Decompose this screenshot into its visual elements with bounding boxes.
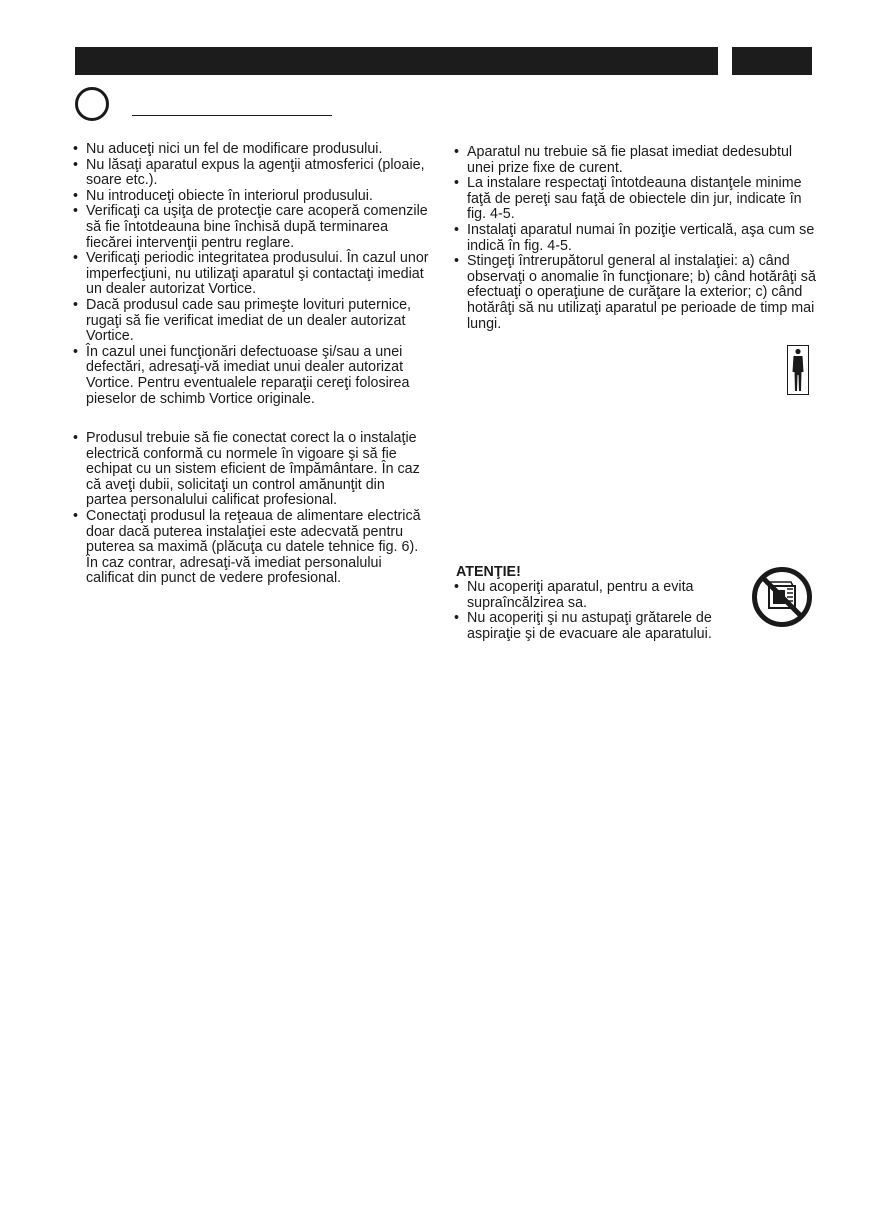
list-item: • Nu lăsaţi aparatul expus la agenţii atmosferici (ploaie, soare etc.). (73, 158, 429, 189)
list-item: • Nu introduceţi obiecte în interiorul produsului. (73, 189, 429, 205)
page-tab-bar (732, 47, 812, 75)
section-title-underline (132, 115, 332, 116)
safety-list-electrical (73, 431, 429, 587)
person-standing-icon (787, 345, 809, 395)
list-item: • Verificaţi periodic integritatea produsului. În cazul unor imperfecţiuni, nu utilizaţi aparatul şi contactaţi imediat un dealer autorizat Vortice. (73, 251, 429, 298)
safety-list-installation (454, 145, 816, 332)
list-item: • Produsul trebuie să fie conectat corect la o instalaţie electrică conformă cu normele în vigoare şi să fie echipat cu un sistem eficient de împământare. În caz că aveţi dubii, solicitaţi un control amănunţit din partea personalului calificat profesional. (73, 431, 429, 509)
warning-title: ATENŢIE! (456, 564, 521, 580)
list-item: • Verificaţi ca uşiţa de protecţie care acoperă comenzile să fie întotdeauna bine închisă după terminarea fiecărei intervenţii pentru reglare. (73, 204, 429, 251)
list-item: • Nu acoperiţi aparatul, pentru a evita supraîncălzirea sa. (454, 580, 744, 611)
safety-list-general (73, 142, 429, 407)
section-circle-icon (75, 87, 109, 121)
list-item: • Nu aduceţi nici un fel de modificare produsului. (73, 142, 429, 158)
header-bar (75, 47, 718, 75)
list-item: • În cazul unei funcţionări defectuoase şi/sau a unei defectări, adresaţi-vă imediat unui dealer autorizat Vortice. Pentru eventualele reparaţii cereţi folosirea pieselor de schimb Vortice originale. (73, 345, 429, 407)
list-item: • Stingeţi întrerupătorul general al instalaţiei: a) când observaţi o anomalie în funcţionare; b) când hotărâţi să efectuaţi o operaţiune de curăţare la exterior; c) când hotărâţi să nu utilizaţi aparatul pe perioade de timp mai lungi. (454, 254, 816, 332)
warning-list (454, 580, 744, 642)
list-item: • Dacă produsul cade sau primeşte lovituri puternice, rugaţi să fie verificat imediat de un dealer autorizat Vortice. (73, 298, 429, 345)
list-item: • Instalaţi aparatul numai în poziţie verticală, aşa cum se indică în fig. 4-5. (454, 223, 816, 254)
list-item: • La instalare respectaţi întotdeauna distanţele minime faţă de pereţi sau faţă de obiectele din jur, indicate în fig. 4-5. (454, 176, 816, 223)
list-item: • Aparatul nu trebuie să fie plasat imediat dedesubtul unei prize fixe de curent. (454, 145, 816, 176)
do-not-cover-icon (751, 566, 813, 628)
list-item: • Conectaţi produsul la reţeaua de alimentare electrică doar dacă puterea instalaţiei este adecvată pentru puterea sa maximă (plăcuţa cu datele tehnice fig. 6). În caz contrar, adresaţi-vă imediat personalului calificat din punct de vedere profesional. (73, 509, 429, 587)
list-item: • Nu acoperiţi şi nu astupaţi grătarele de aspiraţie şi de evacuare ale aparatului. (454, 611, 744, 642)
